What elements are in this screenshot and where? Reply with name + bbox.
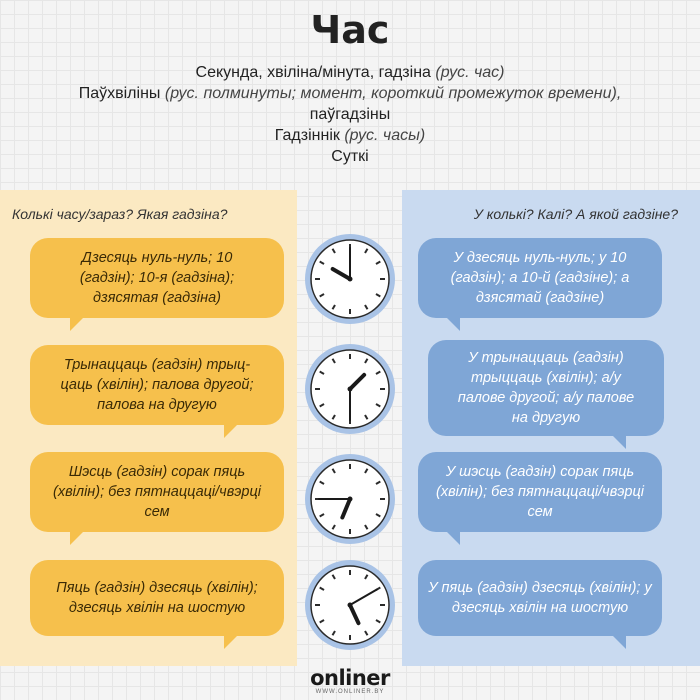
left-answer-bubble-4: Пяць (гадзін) дзесяць (хвілін); дзесяць хвілін на шостую bbox=[30, 560, 284, 636]
term-line-3: паўгадзіны bbox=[309, 106, 391, 123]
right-answer-bubble-2: У трынаццаць (гадзін) трыццаць (хвілін); а/у палове другой; а/у палове на другую bbox=[428, 340, 664, 436]
right-bubble-tail-2 bbox=[612, 435, 626, 449]
clock-icon-3 bbox=[303, 452, 397, 546]
right-bubble-tail-1 bbox=[446, 317, 460, 331]
term-line-2: Паўхвіліны (рус. полминуты; момент, короткий промежуток времени), bbox=[78, 85, 622, 102]
terms-list bbox=[0, 62, 700, 167]
onliner-site: WWW.ONLINER.BY bbox=[315, 689, 385, 695]
right-answer-bubble-1: У дзесяць нуль-нуль; у 10 (гадзін); а 10-й (гадзіне); а дзясятай (гадзіне) bbox=[418, 238, 662, 318]
clock-center bbox=[348, 497, 353, 502]
clock-center bbox=[348, 603, 353, 608]
left-answer-bubble-3: Шэсць (гадзін) сорак пяць (хвілін); без пятнаццаці/чвэрці сем bbox=[30, 452, 284, 532]
clock-center bbox=[348, 277, 353, 282]
right-bubble-tail-3 bbox=[446, 531, 460, 545]
onliner-logo: onliner bbox=[310, 666, 390, 690]
left-question: Колькі часу/зараз? Якая гадзіна? bbox=[12, 206, 228, 222]
term-line-4: Гадзіннік (рус. часы) bbox=[274, 127, 426, 144]
clock-center bbox=[348, 387, 353, 392]
term-line-1: Секунда, хвіліна/мінута, гадзіна (рус. час) bbox=[195, 64, 505, 81]
left-answer-bubble-2: Трынаццаць (гадзін) трыц- цаць (хвілін); палова другой; палова на другую bbox=[30, 345, 284, 425]
right-answer-bubble-3: У шэсць (гадзін) сорак пяць (хвілін); без пятнаццаці/чвэрці сем bbox=[418, 452, 662, 532]
left-bubble-tail-2 bbox=[224, 424, 238, 438]
left-bubble-tail-3 bbox=[70, 531, 84, 545]
page-title: Час bbox=[310, 8, 390, 52]
right-answer-bubble-4: У пяць (гадзін) дзесяць (хвілін); у дзесяць хвілін на шостую bbox=[418, 560, 662, 636]
clock-icon-4 bbox=[303, 558, 397, 652]
clock-icon-2 bbox=[303, 342, 397, 436]
left-bubble-tail-4 bbox=[224, 635, 238, 649]
right-question: У колькі? Калі? А якой гадзіне? bbox=[473, 206, 678, 222]
left-answer-bubble-1: Дзесяць нуль-нуль; 10 (гадзін); 10-я (гадзіна); дзясятая (гадзіна) bbox=[30, 238, 284, 318]
clock-icon-1 bbox=[303, 232, 397, 326]
left-bubble-tail-1 bbox=[70, 317, 84, 331]
term-line-5: Суткі bbox=[331, 148, 369, 165]
right-bubble-tail-4 bbox=[612, 635, 626, 649]
